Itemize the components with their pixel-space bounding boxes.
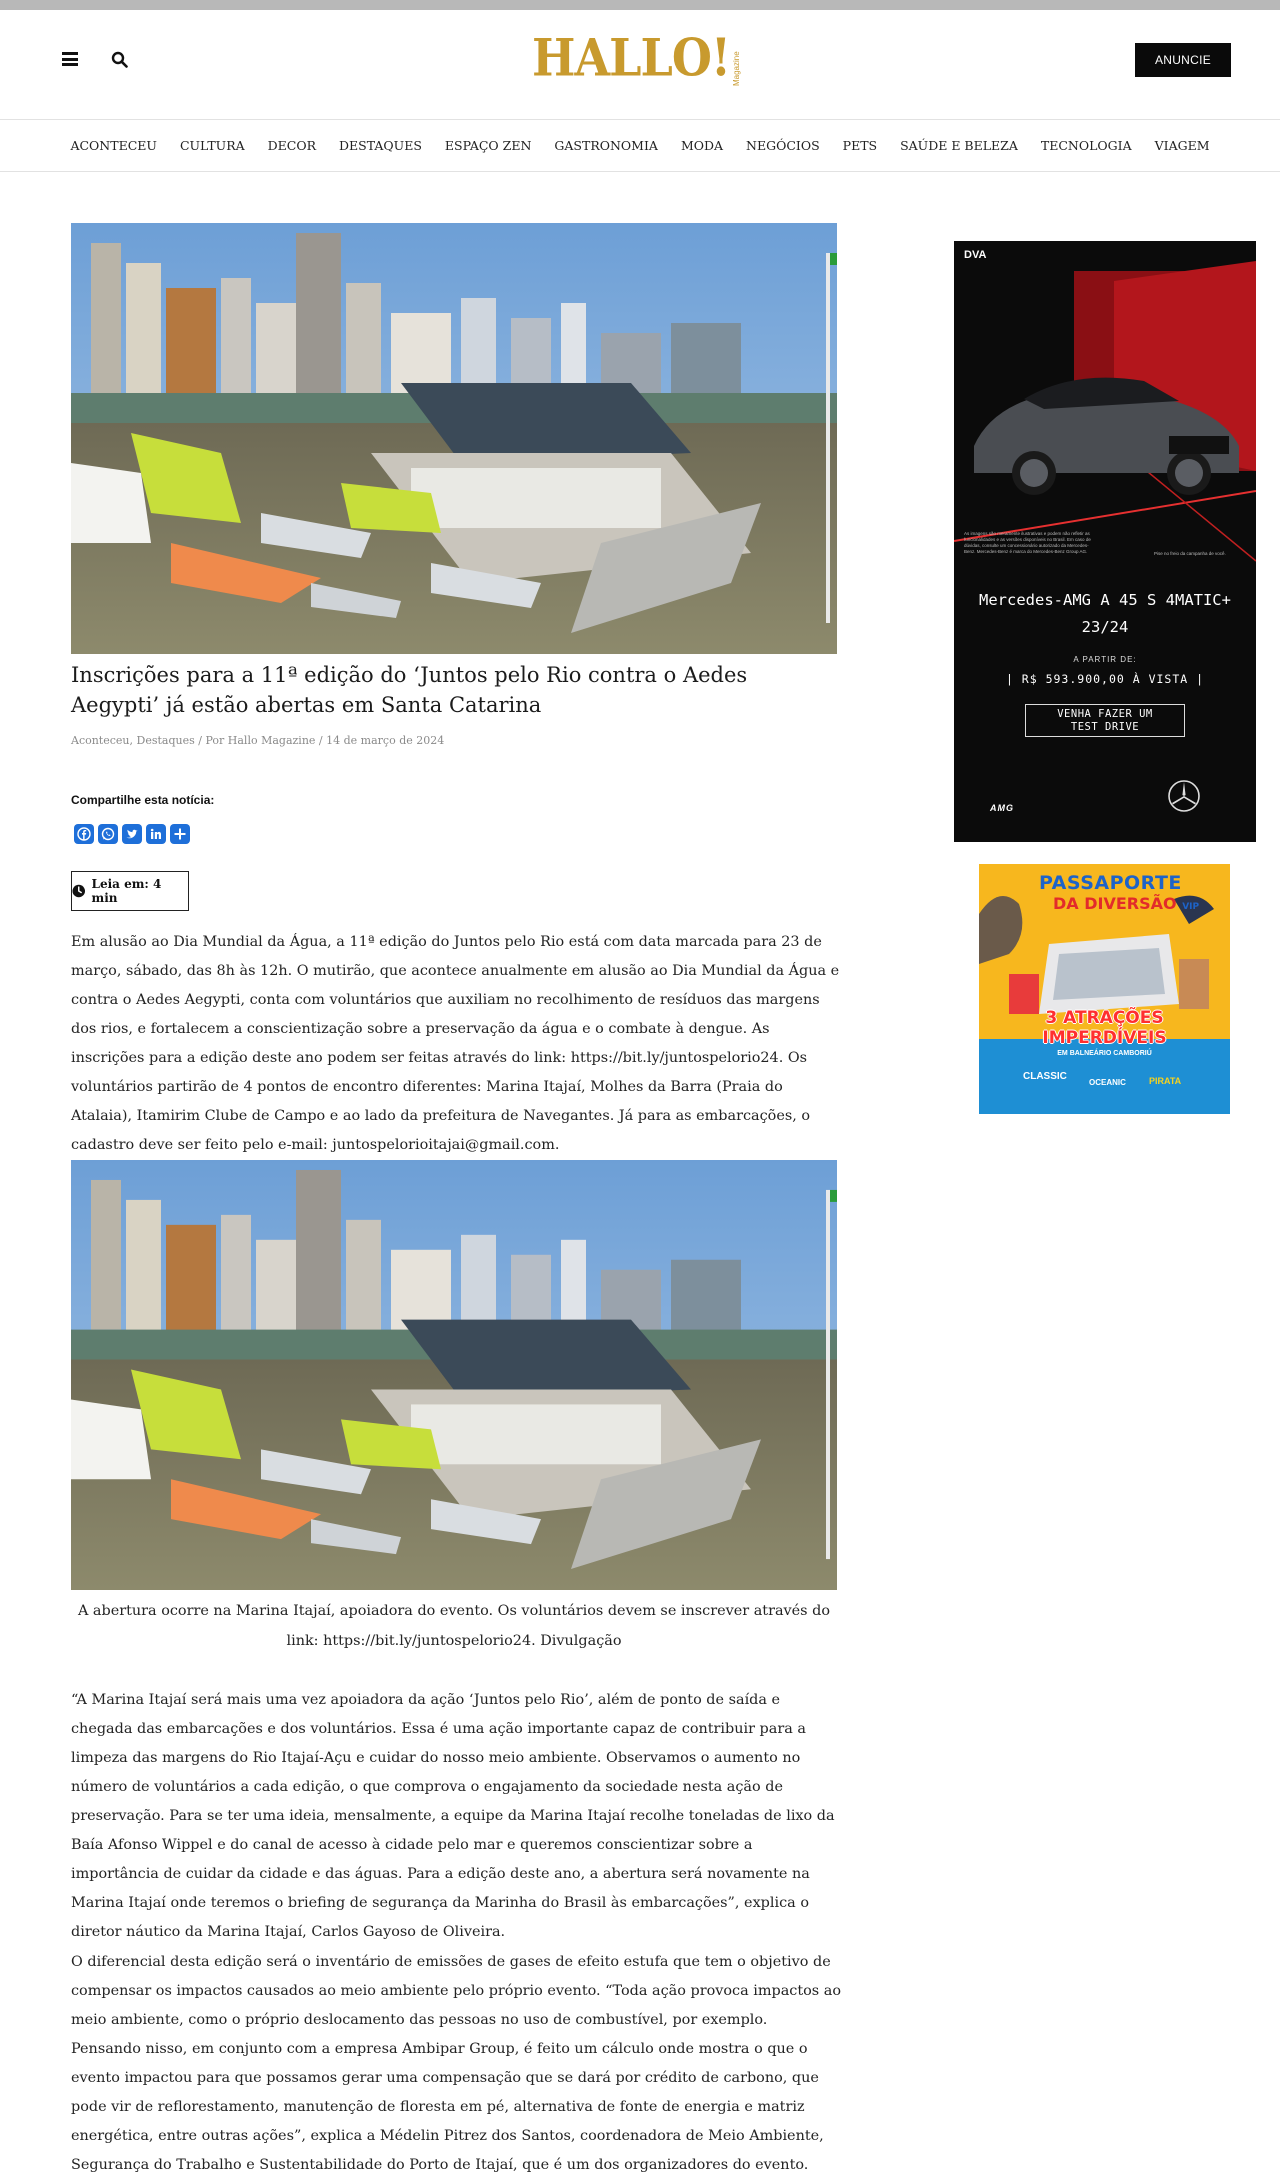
- ad-fine-print: As imagens são meramente ilustrativas e podem não refletir as funcionalidades e as versões disponíveis no Brasil. Em caso de dúvidas, consulte um concessionário autorizado da Mercedes-Benz. Mercedes-Benz é marca do Mercedes-Benz Group AG.: [964, 531, 1091, 554]
- facebook-icon[interactable]: [74, 824, 94, 844]
- nav-item-cultura[interactable]: CULTURA: [179, 138, 245, 153]
- linkedin-icon[interactable]: [146, 824, 166, 844]
- classic-logo: CLASSIC: [1023, 1071, 1067, 1082]
- advertise-button[interactable]: ANUNCIE: [1135, 43, 1231, 77]
- meta-category-aconteceu[interactable]: Aconteceu: [71, 734, 130, 747]
- image-caption: A abertura ocorre na Marina Itajaí, apoiadora do evento. Os voluntários devem se inscrever através do link: https://bit.ly/juntospelorio24. Divulgação: [77, 1603, 831, 1649]
- logo-subtext: Magazine: [732, 51, 742, 86]
- meta-separator: /: [194, 734, 206, 747]
- nav-item-gastronomia[interactable]: GASTRONOMIA: [554, 138, 658, 153]
- site-logo[interactable]: [532, 27, 742, 88]
- featured-image: [71, 223, 837, 654]
- car-model-line-1: Mercedes-AMG A 45 S 4MATIC+: [979, 591, 1231, 609]
- meta-separator: /: [315, 734, 327, 747]
- ad-title-vip: VIP: [1182, 902, 1200, 912]
- article-paragraph-2: “A Marina Itajaí será mais uma vez apoiadora da ação ‘Juntos pelo Rio’, além de ponto de saída e chegada das embarcações e dos voluntários. Essa é uma ação importante capaz de contribuir para a limpeza das margens do Rio Itajaí-Açu e cuidar do nosso meio ambiente. Observamos o aumento no número de voluntários a cada edição, o que comprova o engajamento da sociedade nesta ação de preservação. Para se ter uma ideia, mensalmente, a equipe da Marina Itajaí recolhe toneladas de lixo da Baía Afonso Wippel e do canal de acesso à cidade pelo mar e queremos conscientizar sobre a importância de cuidar da cidade e das águas. Para a edição deste ano, a abertura será novamente na Marina Itajaí onde teremos o briefing de segurança da Marinha do Brasil às embarcações”, explica o diretor náutico da Marina Itajaí, Carlos Gayoso de Oliveira.: [71, 1692, 835, 1940]
- cta-line-2: TEST DRIVE: [1070, 721, 1140, 733]
- car-model-line-2: 23/24: [1081, 618, 1129, 636]
- search-icon[interactable]: [110, 50, 130, 70]
- test-drive-button[interactable]: [1025, 704, 1185, 737]
- nav-item-espaco-zen[interactable]: ESPAÇO ZEN: [444, 138, 532, 153]
- nav-item-pets[interactable]: PETS: [842, 138, 878, 153]
- meta-comma: ,: [129, 734, 137, 747]
- mercedes-ad-banner[interactable]: [954, 241, 1256, 842]
- article-meta: [71, 734, 444, 747]
- nav-item-negocios[interactable]: NEGÓCIOS: [746, 138, 820, 153]
- nav-item-decor[interactable]: DECOR: [267, 138, 317, 153]
- mercedes-star-icon: [1167, 779, 1201, 813]
- article-inline-image: [71, 1160, 837, 1590]
- read-time-text: Leia em: 4 min: [91, 877, 162, 905]
- article-paragraph-1: Em alusão ao Dia Mundial da Água, a 11ª edição do Juntos pelo Rio está com data marcada para 23 de março, sábado, das 8h às 12h. O mutirão, que acontece anualmente em alusão ao Dia Mundial da Água e contra o Aedes Aegypti, conta com voluntários que auxiliam no recolhimento de resíduos das margens dos rios, e fortalecem a conscientização sobre a preservação da água e o combate à dengue. As inscrições para a edição deste ano podem ser feitas através do link: https://bit.ly/juntospelorio24. Os voluntários partirão de 4 pontos de encontro diferentes: Marina Itajaí, Molhes da Barra (Praia do Atalaia), Itamirim Clube de Campo e ao lado da prefeitura de Navegantes. Já para as embarcações, o cadastro deve ser feito pelo e-mail: juntospelorioitajai@gmail.com.: [71, 934, 840, 1153]
- article-title: Inscrições para a 11ª edição do ‘Juntos pelo Rio contra o Aedes Aegypti’ já estão abertas em Santa Catarina: [71, 663, 748, 718]
- meta-date: 14 de março de 2024: [326, 734, 445, 747]
- twitter-icon[interactable]: [122, 824, 142, 844]
- ad-title-diversao: [1053, 894, 1199, 913]
- car-price: | R$ 593.900,00 À VISTA |: [1005, 672, 1205, 686]
- ad-headline: [979, 1008, 1230, 1048]
- site-header: [0, 10, 1280, 120]
- passaporte-ad-banner[interactable]: [979, 864, 1230, 1114]
- article-paragraph-3: O diferencial desta edição será o inventário de emissões de gases de efeito estufa que tem o objetivo de compensar os impactos causados ao meio ambiente pelo próprio evento. “Toda ação provoca impactos ao meio ambiente, como o próprio deslocamento das pessoas no uso de combustível, por exemplo. Pensando nisso, em conjunto com a empresa Ambipar Group, é feito um cálculo onde mostra o que o evento impactou para que possamos gerar uma compensação que se dará por crédito de carbono, que pode vir de reflorestamento, manutenção de floresta em pé, alternativa de fonte de energia e matriz energética, entre outras ações”, explica a Médelin Pitrez dos Santos, coordenadora de Meio Ambiente, Segurança do Trabalho e Sustentabilidade do Porto de Itajaí, que é um dos organizadores do evento.: [71, 1954, 842, 2173]
- share-buttons: [74, 824, 190, 844]
- pirata-logo: PIRATA: [1149, 1076, 1182, 1086]
- nav-item-saude-e-beleza[interactable]: SAÚDE E BELEZA: [900, 138, 1018, 153]
- share-label: Compartilhe esta notícia:: [71, 793, 215, 807]
- ad-subline: EM BALNEÁRIO CAMBORIÚ: [1057, 1050, 1152, 1057]
- logo-text: HALLO!: [532, 27, 731, 88]
- ad-fine-print-2: Pise no freio da campanha de você.: [1154, 551, 1226, 556]
- nav-item-viagem[interactable]: VIAGEM: [1154, 138, 1210, 153]
- nav-item-tecnologia[interactable]: TECNOLOGIA: [1040, 138, 1132, 153]
- ad-headline-1: 3 ATRAÇÕES: [1045, 1008, 1164, 1028]
- top-strip: [0, 0, 1280, 10]
- oceanic-logo: OCEANIC: [1089, 1078, 1126, 1087]
- category-nav: [0, 120, 1280, 172]
- meta-category-destaques[interactable]: Destaques: [136, 734, 195, 747]
- nav-item-aconteceu[interactable]: ACONTECEU: [70, 138, 157, 153]
- dealer-logo: DVA: [964, 249, 987, 261]
- clock-icon: [72, 884, 86, 898]
- nav-item-moda[interactable]: MODA: [680, 138, 724, 153]
- ad-title-passaporte: PASSAPORTE: [1039, 872, 1182, 894]
- ad-title-diversao-text: DA DIVERSÃO: [1053, 894, 1177, 913]
- share-icon[interactable]: [170, 824, 190, 844]
- amg-logo: AMG: [990, 803, 1014, 813]
- nav-item-destaques[interactable]: DESTAQUES: [339, 138, 422, 153]
- whatsapp-icon[interactable]: [98, 824, 118, 844]
- ad-headline-2: IMPERDÍVEIS: [1042, 1028, 1167, 1048]
- car-model-name: [954, 587, 1256, 641]
- price-from-label: A PARTIR DE:: [1073, 655, 1137, 664]
- menu-icon[interactable]: [62, 52, 78, 66]
- meta-author[interactable]: Hallo Magazine: [227, 734, 316, 747]
- cta-line-1: VENHA FAZER UM: [1057, 708, 1153, 720]
- read-time-badge: [71, 871, 189, 911]
- meta-by: Por: [205, 734, 225, 747]
